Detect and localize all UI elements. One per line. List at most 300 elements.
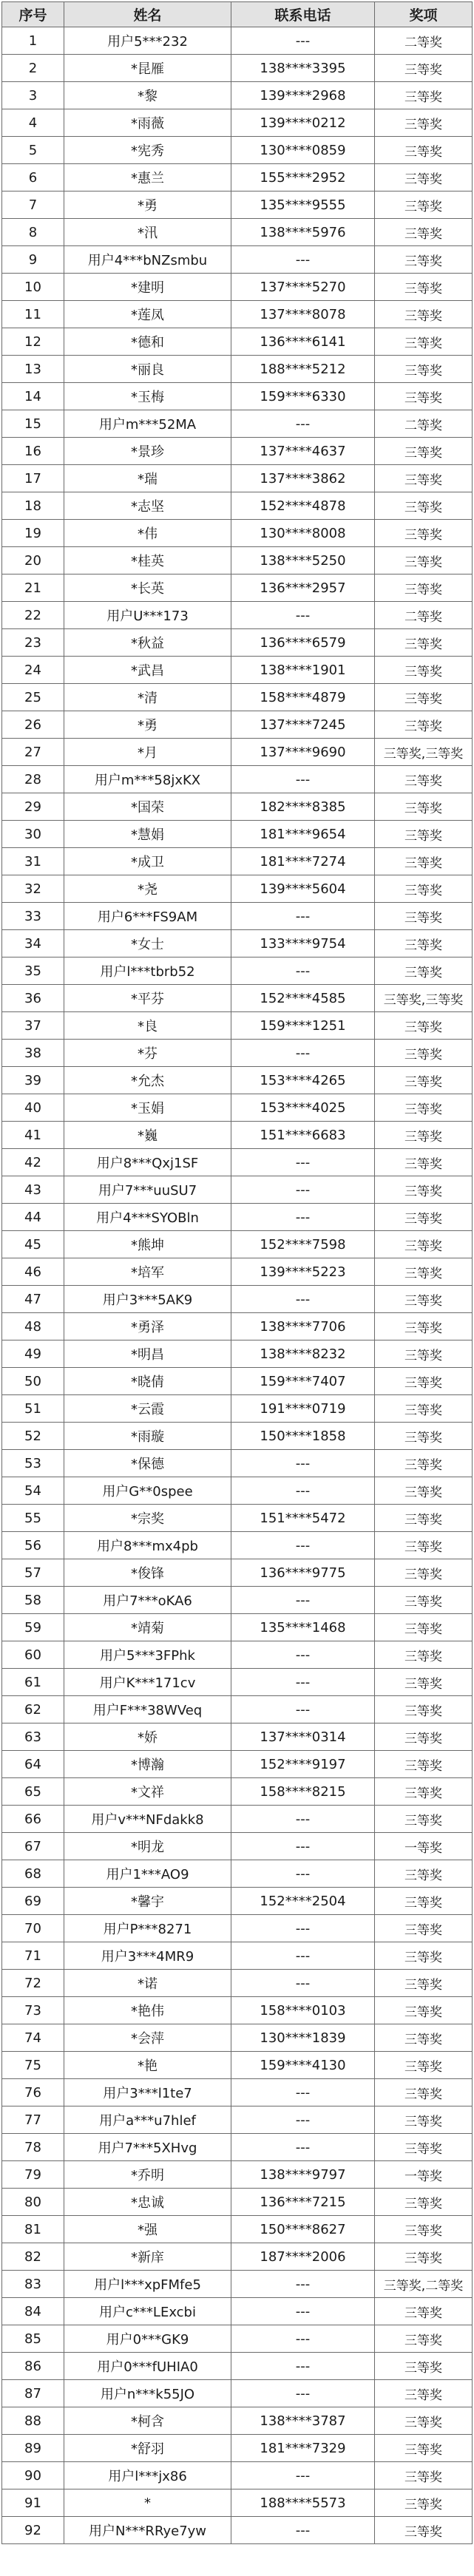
phone-number: --- [231, 957, 375, 985]
prize-level: 三等奖 [375, 191, 473, 219]
row-index: 20 [2, 547, 64, 574]
phone-number: 130****8008 [231, 520, 375, 547]
winners-sheet [1, 1, 472, 2544]
prize-level: 一等奖 [375, 1833, 473, 1860]
header-index: 序号 [2, 2, 64, 27]
table-row [2, 27, 473, 55]
prize-level: 三等奖 [375, 1231, 473, 1258]
winner-name: *勇泽 [64, 1313, 231, 1340]
phone-number: 159****6330 [231, 383, 375, 410]
prize-level: 三等奖 [375, 1122, 473, 1149]
prize-level: 三等奖 [375, 1067, 473, 1094]
table-body [2, 27, 473, 2544]
phone-number: 138****1901 [231, 657, 375, 684]
row-index: 61 [2, 1669, 64, 1696]
prize-level: 三等奖 [375, 82, 473, 109]
winner-name: 用户3***l1te7 [64, 2079, 231, 2106]
table-row [2, 1176, 473, 1204]
table-row [2, 2106, 473, 2134]
prize-level: 三等奖 [375, 1723, 473, 1751]
winner-name: 用户m***52MA [64, 410, 231, 438]
prize-level: 三等奖 [375, 629, 473, 657]
prize-level: 三等奖,三等奖 [375, 739, 473, 766]
prize-level: 三等奖 [375, 2353, 473, 2380]
table-row [2, 1040, 473, 1067]
winner-name: 用户c***LExcbi [64, 2298, 231, 2325]
row-index: 65 [2, 1778, 64, 1806]
winner-name: *宗奖 [64, 1505, 231, 1532]
table-row [2, 2298, 473, 2325]
row-index: 10 [2, 274, 64, 301]
table-row [2, 875, 473, 903]
row-index: 17 [2, 465, 64, 492]
table-row [2, 109, 473, 137]
prize-level: 三等奖 [375, 2216, 473, 2243]
prize-level: 三等奖 [375, 2407, 473, 2435]
row-index: 90 [2, 2462, 64, 2489]
row-index: 4 [2, 109, 64, 137]
prize-level: 三等奖 [375, 1450, 473, 1477]
phone-number: 181****9654 [231, 821, 375, 848]
prize-level: 三等奖 [375, 1176, 473, 1204]
winner-name: *保德 [64, 1450, 231, 1477]
winner-name: *尧 [64, 875, 231, 903]
row-index: 50 [2, 1368, 64, 1395]
table-row [2, 520, 473, 547]
phone-number: 158****4879 [231, 684, 375, 711]
prize-level: 三等奖 [375, 1040, 473, 1067]
phone-number: --- [231, 766, 375, 793]
phone-number: --- [231, 602, 375, 629]
phone-number: --- [231, 1806, 375, 1833]
row-index: 13 [2, 356, 64, 383]
winner-name: 用户N***RRye7yw [64, 2517, 231, 2544]
phone-number: 138****7706 [231, 1313, 375, 1340]
row-index: 64 [2, 1751, 64, 1778]
winner-name: 用户7***oKA6 [64, 1587, 231, 1614]
winner-name: *馨宇 [64, 1888, 231, 1915]
table-header [2, 2, 473, 27]
phone-number: 152****4585 [231, 985, 375, 1012]
prize-level: 一等奖 [375, 2161, 473, 2189]
phone-number: 191****0719 [231, 1395, 375, 1423]
prize-level: 三等奖 [375, 2024, 473, 2052]
table-row [2, 219, 473, 246]
prize-level: 三等奖 [375, 2134, 473, 2161]
winner-name: *瑞 [64, 465, 231, 492]
winner-name: *勇 [64, 711, 231, 739]
table-row [2, 903, 473, 930]
table-row [2, 2189, 473, 2216]
prize-level: 三等奖 [375, 547, 473, 574]
table-row [2, 1833, 473, 1860]
prize-level: 三等奖 [375, 1395, 473, 1423]
prize-level: 三等奖 [375, 1860, 473, 1888]
phone-number: 153****4025 [231, 1094, 375, 1122]
row-index: 26 [2, 711, 64, 739]
prize-level: 三等奖 [375, 2462, 473, 2489]
prize-level: 三等奖 [375, 301, 473, 328]
winner-name: *文祥 [64, 1778, 231, 1806]
row-index: 34 [2, 930, 64, 957]
winner-name: *丽良 [64, 356, 231, 383]
table-row [2, 1778, 473, 1806]
winner-name: *月 [64, 739, 231, 766]
winner-name: *云霞 [64, 1395, 231, 1423]
table-row [2, 2325, 473, 2353]
winner-name: 用户1***AO9 [64, 1860, 231, 1888]
table-row [2, 1888, 473, 1915]
table-row [2, 2435, 473, 2462]
prize-level: 三等奖 [375, 356, 473, 383]
table-row [2, 1915, 473, 1942]
winner-name: *晓倩 [64, 1368, 231, 1395]
prize-level: 三等奖 [375, 164, 473, 191]
phone-number: --- [231, 1669, 375, 1696]
table-row [2, 1231, 473, 1258]
prize-level: 三等奖 [375, 1806, 473, 1833]
table-row [2, 629, 473, 657]
prize-level: 三等奖 [375, 1149, 473, 1176]
row-index: 31 [2, 848, 64, 875]
table-row [2, 1559, 473, 1587]
table-row [2, 2161, 473, 2189]
winner-name: *宪秀 [64, 137, 231, 164]
winner-name: *巍 [64, 1122, 231, 1149]
phone-number: 135****1468 [231, 1614, 375, 1641]
prize-level: 三等奖 [375, 1423, 473, 1450]
row-index: 79 [2, 2161, 64, 2189]
header-prize: 奖项 [375, 2, 473, 27]
winner-name: *玉梅 [64, 383, 231, 410]
winner-name: *勇 [64, 191, 231, 219]
prize-level: 三等奖 [375, 1368, 473, 1395]
row-index: 59 [2, 1614, 64, 1641]
winner-name: *芬 [64, 1040, 231, 1067]
winner-name: *熊坤 [64, 1231, 231, 1258]
row-index: 68 [2, 1860, 64, 1888]
table-row [2, 1532, 473, 1559]
phone-number: 181****7274 [231, 848, 375, 875]
table-row [2, 1505, 473, 1532]
phone-number: 135****9555 [231, 191, 375, 219]
table-row [2, 1696, 473, 1723]
prize-level: 三等奖 [375, 1587, 473, 1614]
phone-number: 152****9197 [231, 1751, 375, 1778]
table-row [2, 356, 473, 383]
prize-level: 三等奖 [375, 903, 473, 930]
winner-name: 用户7***uuSU7 [64, 1176, 231, 1204]
row-index: 85 [2, 2325, 64, 2353]
table-row [2, 657, 473, 684]
row-index: 49 [2, 1340, 64, 1368]
winner-name: *靖菊 [64, 1614, 231, 1641]
table-row [2, 1587, 473, 1614]
phone-number: 138****3787 [231, 2407, 375, 2435]
winner-name: 用户4***SYOBln [64, 1204, 231, 1231]
prize-level: 三等奖 [375, 520, 473, 547]
prize-level: 三等奖 [375, 574, 473, 602]
row-index: 81 [2, 2216, 64, 2243]
winner-name: *国荣 [64, 793, 231, 821]
table-row [2, 1423, 473, 1450]
header-row [2, 2, 473, 27]
winner-name: 用户7***5XHvg [64, 2134, 231, 2161]
winner-name: 用户8***Qxj1SF [64, 1149, 231, 1176]
row-index: 35 [2, 957, 64, 985]
row-index: 1 [2, 27, 64, 55]
winner-name: *莲凤 [64, 301, 231, 328]
table-row [2, 574, 473, 602]
phone-number: 155****2952 [231, 164, 375, 191]
row-index: 78 [2, 2134, 64, 2161]
phone-number: 136****9775 [231, 1559, 375, 1587]
table-row [2, 1641, 473, 1669]
row-index: 23 [2, 629, 64, 657]
table-row [2, 1450, 473, 1477]
phone-number: 159****7407 [231, 1368, 375, 1395]
row-index: 32 [2, 875, 64, 903]
prize-level: 三等奖 [375, 2052, 473, 2079]
prize-level: 三等奖 [375, 1258, 473, 1286]
row-index: 54 [2, 1477, 64, 1505]
prize-level: 三等奖 [375, 383, 473, 410]
winner-name: *成卫 [64, 848, 231, 875]
phone-number: 138****5976 [231, 219, 375, 246]
prize-level: 三等奖 [375, 766, 473, 793]
winner-name: 用户F***38WVeq [64, 1696, 231, 1723]
row-index: 2 [2, 55, 64, 82]
winner-name: 用户K***171cv [64, 1669, 231, 1696]
table-row [2, 739, 473, 766]
table-row [2, 1395, 473, 1423]
row-index: 16 [2, 438, 64, 465]
prize-level: 三等奖 [375, 1204, 473, 1231]
prize-level: 三等奖 [375, 274, 473, 301]
winner-name: *新庠 [64, 2243, 231, 2271]
row-index: 58 [2, 1587, 64, 1614]
phone-number: 182****8385 [231, 793, 375, 821]
phone-number: --- [231, 1696, 375, 1723]
phone-number: 139****5604 [231, 875, 375, 903]
phone-number: --- [231, 410, 375, 438]
table-row [2, 793, 473, 821]
prize-level: 三等奖 [375, 1888, 473, 1915]
phone-number: --- [231, 1532, 375, 1559]
phone-number: 139****0212 [231, 109, 375, 137]
prize-level: 三等奖 [375, 1559, 473, 1587]
prize-level: 三等奖 [375, 930, 473, 957]
phone-number: 188****5573 [231, 2489, 375, 2517]
winner-name: *昆雁 [64, 55, 231, 82]
table-row [2, 1723, 473, 1751]
phone-number: 152****7598 [231, 1231, 375, 1258]
winner-name: 用户8***mx4pb [64, 1532, 231, 1559]
row-index: 27 [2, 739, 64, 766]
phone-number: --- [231, 2380, 375, 2407]
prize-level: 三等奖 [375, 1505, 473, 1532]
table-row [2, 957, 473, 985]
table-row [2, 1094, 473, 1122]
table-row [2, 137, 473, 164]
phone-number: 150****1858 [231, 1423, 375, 1450]
prize-level: 三等奖 [375, 684, 473, 711]
prize-level: 三等奖 [375, 875, 473, 903]
table-row [2, 1970, 473, 1997]
winner-name: *明昌 [64, 1340, 231, 1368]
winner-name: 用户n***k55JO [64, 2380, 231, 2407]
winner-name: *慧娟 [64, 821, 231, 848]
phone-number: 139****5223 [231, 1258, 375, 1286]
row-index: 71 [2, 1942, 64, 1970]
prize-level: 三等奖 [375, 957, 473, 985]
prize-level: 三等奖 [375, 1669, 473, 1696]
phone-number: 158****0103 [231, 1997, 375, 2024]
phone-number: --- [231, 1149, 375, 1176]
table-row [2, 1067, 473, 1094]
winner-name: 用户3***5AK9 [64, 1286, 231, 1313]
prize-level: 三等奖,三等奖 [375, 985, 473, 1012]
phone-number: 138****5250 [231, 547, 375, 574]
phone-number: --- [231, 2353, 375, 2380]
prize-level: 三等奖 [375, 2243, 473, 2271]
phone-number: 187****2006 [231, 2243, 375, 2271]
phone-number: 137****7245 [231, 711, 375, 739]
row-index: 87 [2, 2380, 64, 2407]
winner-name: 用户3***4MR9 [64, 1942, 231, 1970]
winner-name: *娇 [64, 1723, 231, 1751]
table-row [2, 274, 473, 301]
row-index: 5 [2, 137, 64, 164]
prize-level: 三等奖 [375, 1915, 473, 1942]
row-index: 18 [2, 492, 64, 520]
row-index: 24 [2, 657, 64, 684]
phone-number: 138****3395 [231, 55, 375, 82]
phone-number: --- [231, 1860, 375, 1888]
phone-number: 138****8232 [231, 1340, 375, 1368]
row-index: 42 [2, 1149, 64, 1176]
phone-number: 136****6579 [231, 629, 375, 657]
prize-level: 二等奖 [375, 27, 473, 55]
row-index: 86 [2, 2353, 64, 2380]
table-row [2, 410, 473, 438]
row-index: 36 [2, 985, 64, 1012]
phone-number: --- [231, 246, 375, 274]
phone-number: 150****8627 [231, 2216, 375, 2243]
row-index: 57 [2, 1559, 64, 1587]
winner-name: *允杰 [64, 1067, 231, 1094]
row-index: 9 [2, 246, 64, 274]
prize-level: 三等奖 [375, 219, 473, 246]
row-index: 3 [2, 82, 64, 109]
winner-name: *忠诚 [64, 2189, 231, 2216]
row-index: 52 [2, 1423, 64, 1450]
winner-name: 用户0***fUHIA0 [64, 2353, 231, 2380]
winner-name: *长英 [64, 574, 231, 602]
winner-name: 用户0***GK9 [64, 2325, 231, 2353]
phone-number: 181****7329 [231, 2435, 375, 2462]
table-row [2, 766, 473, 793]
prize-level: 三等奖 [375, 55, 473, 82]
phone-number: --- [231, 1286, 375, 1313]
phone-number: 188****5212 [231, 356, 375, 383]
row-index: 66 [2, 1806, 64, 1833]
phone-number: 152****2504 [231, 1888, 375, 1915]
table-row [2, 1997, 473, 2024]
table-row [2, 1751, 473, 1778]
row-index: 38 [2, 1040, 64, 1067]
prize-level: 三等奖 [375, 1751, 473, 1778]
winner-name: *舒羽 [64, 2435, 231, 2462]
row-index: 22 [2, 602, 64, 629]
phone-number: --- [231, 27, 375, 55]
row-index: 39 [2, 1067, 64, 1094]
row-index: 19 [2, 520, 64, 547]
table-row [2, 1258, 473, 1286]
table-row [2, 1149, 473, 1176]
phone-number: --- [231, 1833, 375, 1860]
row-index: 74 [2, 2024, 64, 2052]
winner-name: *桂英 [64, 547, 231, 574]
phone-number: --- [231, 2462, 375, 2489]
table-row [2, 547, 473, 574]
table-row [2, 985, 473, 1012]
row-index: 43 [2, 1176, 64, 1204]
winner-name: *乔明 [64, 2161, 231, 2189]
prize-level: 三等奖 [375, 137, 473, 164]
table-row [2, 2380, 473, 2407]
row-index: 48 [2, 1313, 64, 1340]
row-index: 14 [2, 383, 64, 410]
table-row [2, 82, 473, 109]
table-row [2, 2052, 473, 2079]
winner-name: 用户4***bNZsmbu [64, 246, 231, 274]
table-row [2, 1122, 473, 1149]
phone-number: 137****9690 [231, 739, 375, 766]
table-row [2, 2079, 473, 2106]
row-index: 12 [2, 328, 64, 356]
winner-name: 用户U***173 [64, 602, 231, 629]
prize-level: 三等奖 [375, 492, 473, 520]
row-index: 67 [2, 1833, 64, 1860]
phone-number: --- [231, 1204, 375, 1231]
prize-level: 三等奖 [375, 1012, 473, 1040]
table-row [2, 1340, 473, 1368]
row-index: 33 [2, 903, 64, 930]
winner-name: 用户6***FS9AM [64, 903, 231, 930]
table-row [2, 438, 473, 465]
phone-number: 152****4878 [231, 492, 375, 520]
phone-number: 133****9754 [231, 930, 375, 957]
winner-name: *明龙 [64, 1833, 231, 1860]
row-index: 7 [2, 191, 64, 219]
phone-number: 137****0314 [231, 1723, 375, 1751]
phone-number: 151****5472 [231, 1505, 375, 1532]
phone-number: --- [231, 1970, 375, 1997]
prize-level: 三等奖 [375, 1641, 473, 1669]
winner-name: *黎 [64, 82, 231, 109]
prize-level: 三等奖 [375, 793, 473, 821]
winner-name: 用户l***jx86 [64, 2462, 231, 2489]
phone-number: --- [231, 1450, 375, 1477]
winner-name: *雨薇 [64, 109, 231, 137]
winner-name: *景珍 [64, 438, 231, 465]
prize-level: 三等奖 [375, 438, 473, 465]
prize-level: 三等奖 [375, 1614, 473, 1641]
phone-number: 136****7215 [231, 2189, 375, 2216]
phone-number: 136****6141 [231, 328, 375, 356]
prize-level: 三等奖 [375, 1313, 473, 1340]
